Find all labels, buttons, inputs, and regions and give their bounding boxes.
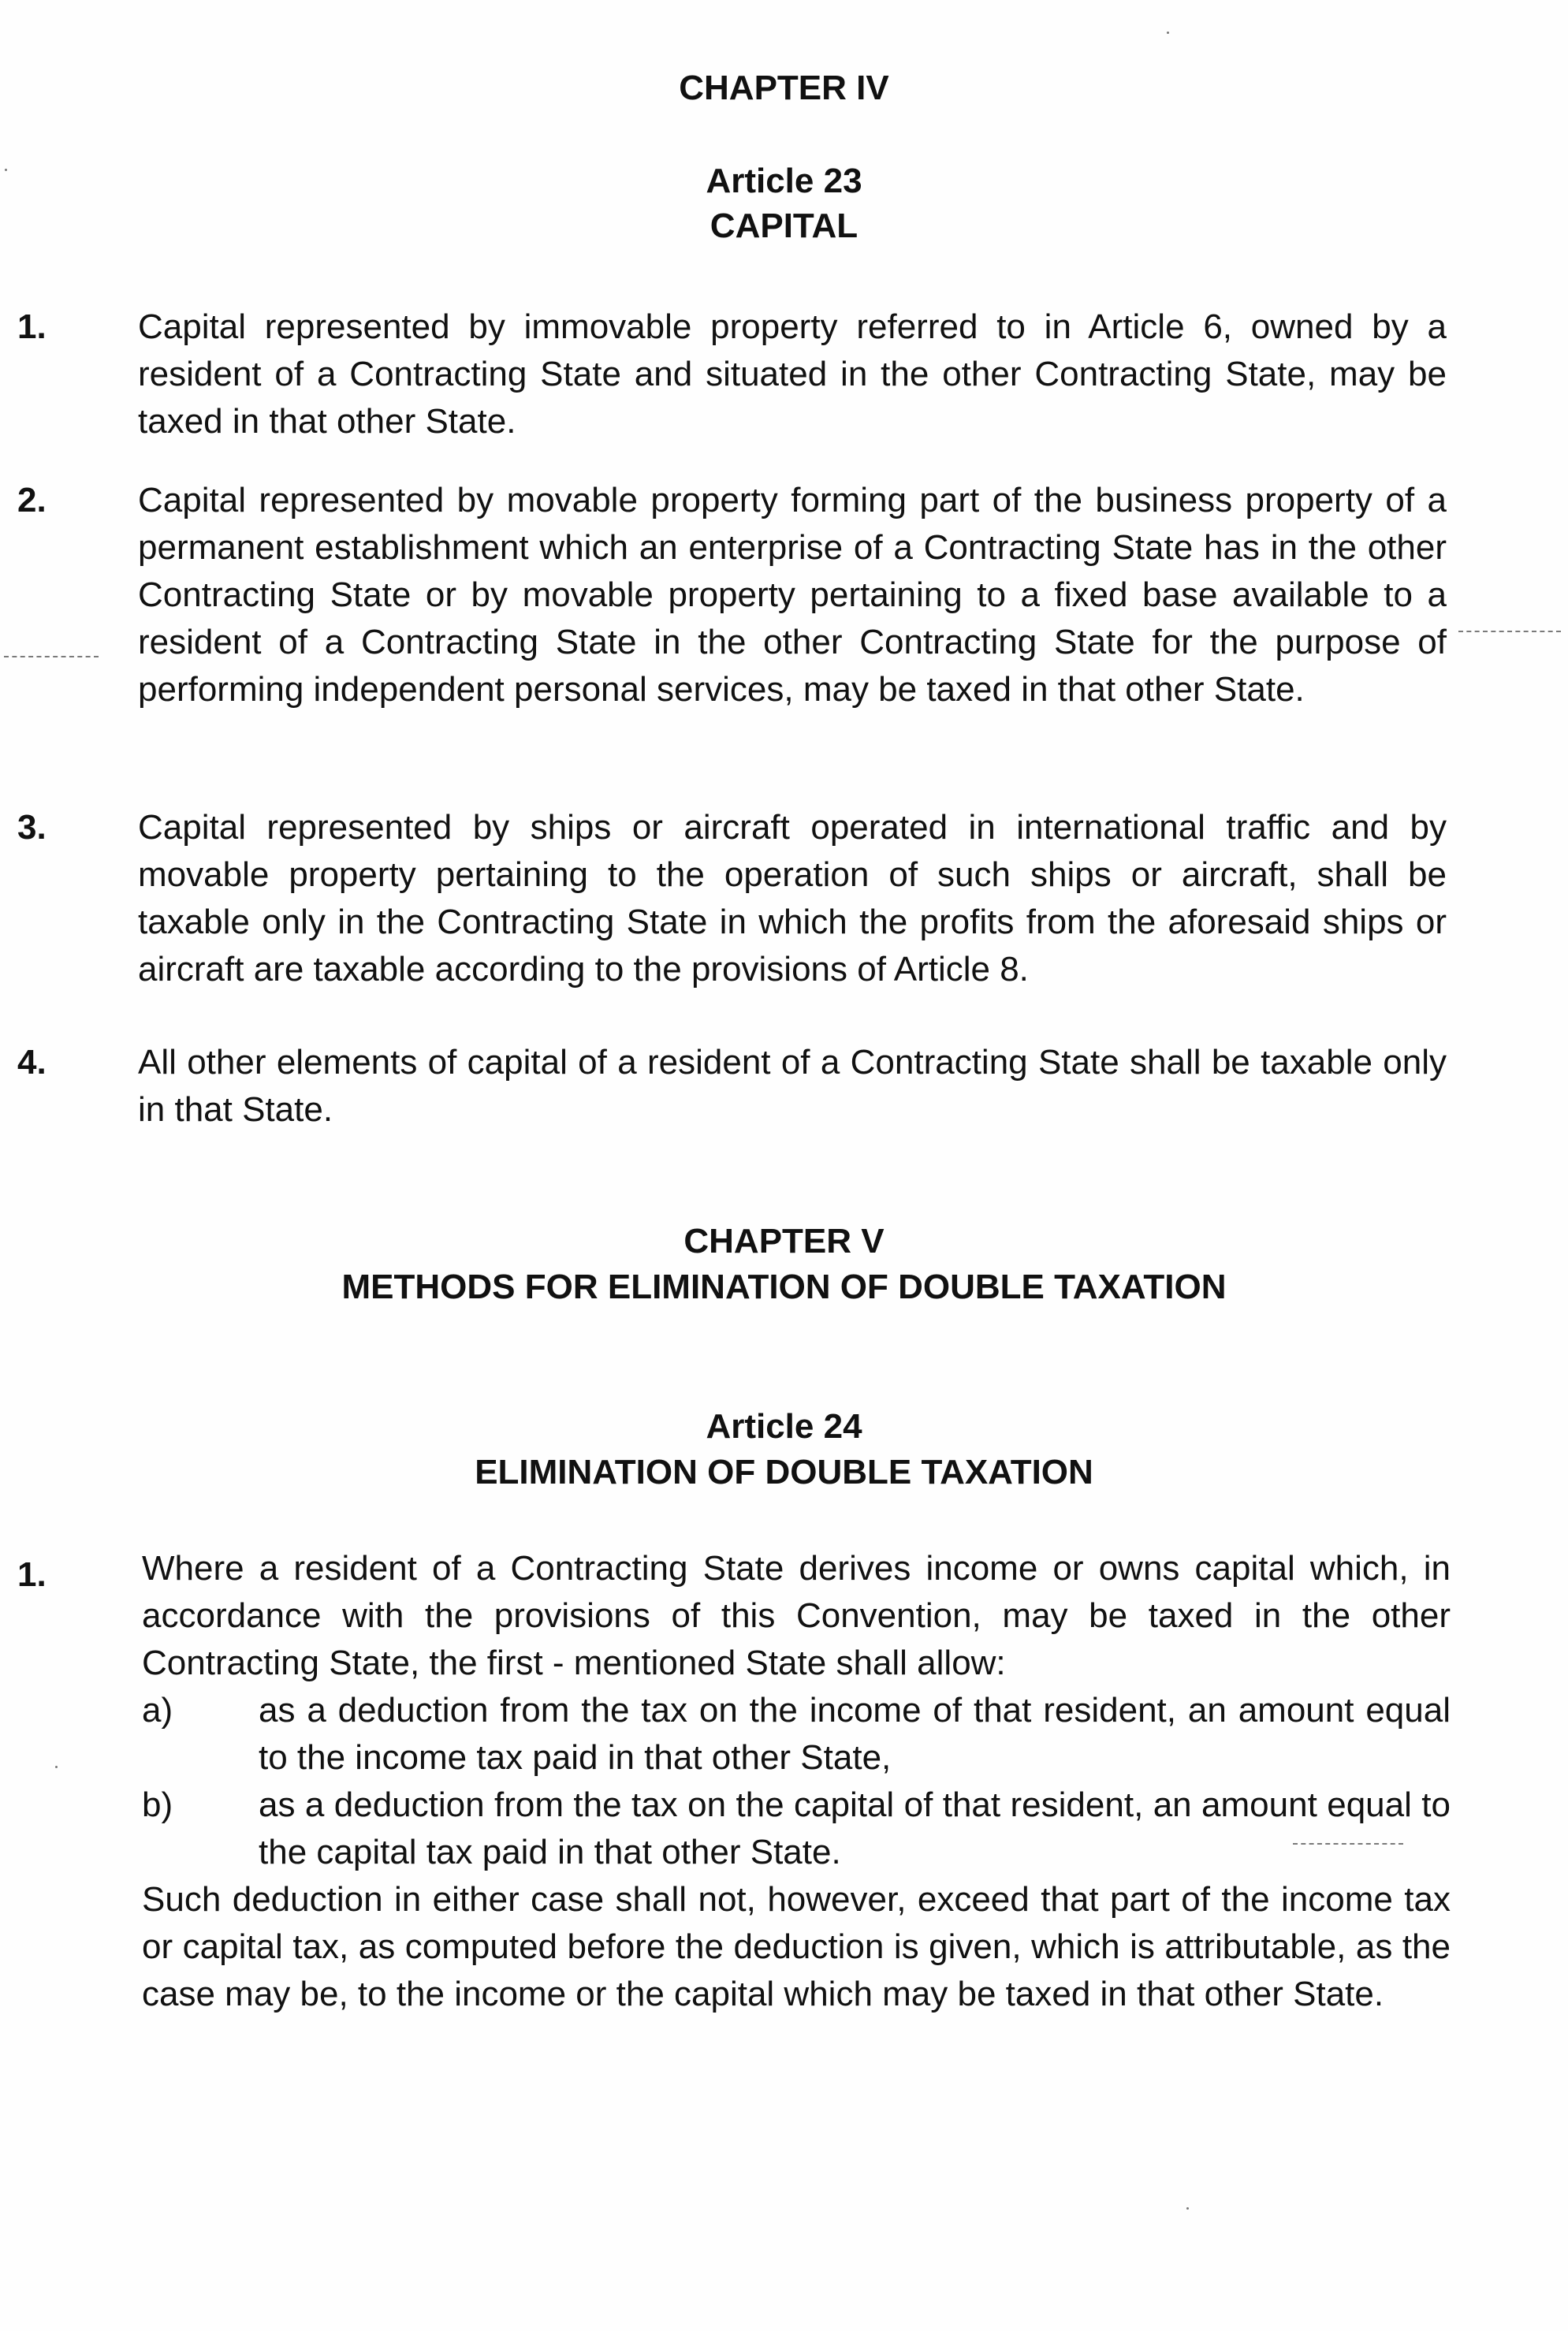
paragraph-number: 1. <box>17 1555 47 1594</box>
paragraph-number: 2. <box>17 481 47 519</box>
paragraph-text: Capital represented by immovable property referred to in Article 6, owned by a resident of a Contracting State and situated in the other Contracting State, may be taxed in that other State. <box>138 307 1447 441</box>
scan-speck <box>5 169 7 171</box>
scan-speck <box>55 1766 58 1768</box>
chapter-v-heading: CHAPTER V <box>683 1222 885 1260</box>
article-24-label: Article 24 <box>706 1407 862 1446</box>
paragraph-intro: Where a resident of a Contracting State derives income or owns capital which, in accordance with the provisions of this Convention, may be taxed in the other Contracting State, the first - mentioned State shall allow: <box>142 1549 1451 1682</box>
item-label: a) <box>142 1691 173 1730</box>
scan-speck <box>1167 32 1169 34</box>
article-23-title: CAPITAL <box>710 207 858 245</box>
article-23-label: Article 23 <box>706 162 862 200</box>
paragraph-text: Capital represented by ships or aircraft operated in international traffic and by movable property pertaining to the operation of such ships or aircraft, shall be taxable only in the Contracting State in which the profits from the aforesaid ships or aircraft are taxable according to the provisions of Article 8. <box>138 808 1447 989</box>
scan-speck <box>1186 2207 1189 2210</box>
article-24-title: ELIMINATION OF DOUBLE TAXATION <box>475 1453 1093 1491</box>
paragraph-number: 4. <box>17 1043 47 1082</box>
paragraph-text: Capital represented by movable property forming part of the business property of a permanent establishment which an enterprise of a Contracting State has in the other Contracting State or by movable property pertaining to a fixed base available to a resident of a Contracting State in the other Contracting State for the purpose of performing independent personal services, may be taxed in that other State. <box>138 481 1447 709</box>
paragraph-number: 3. <box>17 808 47 847</box>
item-label: b) <box>142 1785 173 1824</box>
scan-artifact-right <box>1458 631 1561 632</box>
paragraph-closing: Such deduction in either case shall not, however, exceed that part of the income tax or capital tax, as computed before the deduction is given, which is attributable, as the case may be, to the income or the capital which may be taxed in that other State. <box>142 1880 1451 2013</box>
paragraph-text: All other elements of capital of a resident of a Contracting State shall be taxable only in that State. <box>138 1043 1447 1129</box>
scan-artifact-left <box>4 656 99 657</box>
item-text: as a deduction from the tax on the income of that resident, an amount equal to the income tax paid in that other State, <box>259 1691 1451 1777</box>
item-text: as a deduction from the tax on the capital of that resident, an amount equal to the capital tax paid in that other State. <box>259 1785 1451 1871</box>
chapter-v-subtitle: METHODS FOR ELIMINATION OF DOUBLE TAXATION <box>341 1268 1227 1306</box>
paragraph-number: 1. <box>17 307 47 346</box>
scan-artifact-bottom <box>1293 1843 1403 1845</box>
chapter-iv-heading: CHAPTER IV <box>679 69 889 107</box>
